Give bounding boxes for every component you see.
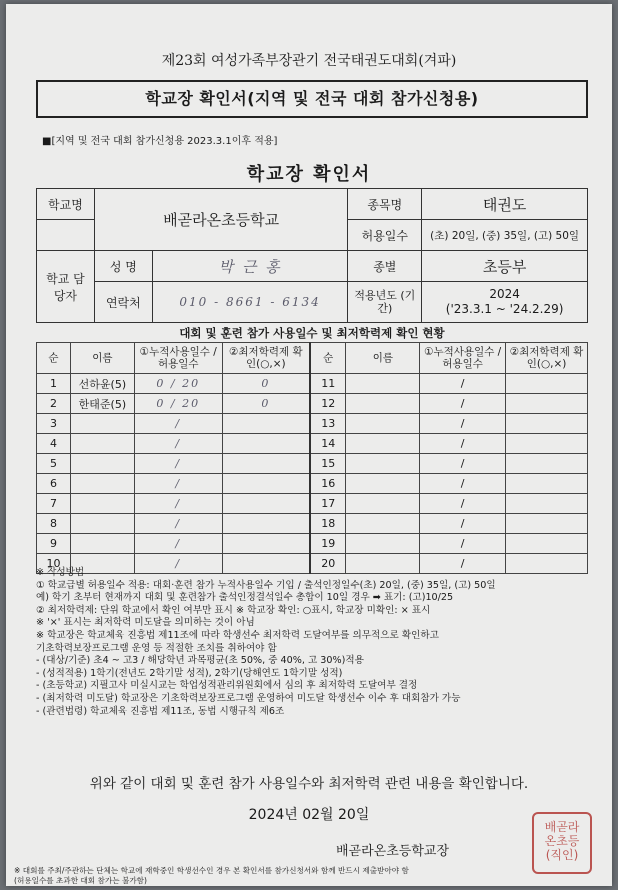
- table-row: [37, 374, 588, 394]
- row-check: [506, 394, 588, 414]
- year-cell: [422, 282, 588, 323]
- instructions: [36, 567, 596, 718]
- row-check: [222, 454, 310, 474]
- row-name: [346, 474, 420, 494]
- document-page: [6, 4, 612, 886]
- row-days: /: [134, 454, 222, 474]
- applicability-note: ■[지역 및 전국 대회 참가신청용 2023.3.1이후 적용]: [42, 136, 278, 147]
- school-label-cont: [37, 220, 95, 251]
- row-name: [70, 534, 134, 554]
- table-row: [37, 434, 588, 454]
- row-no: 15: [310, 454, 346, 474]
- col-no-right: 순: [310, 343, 346, 374]
- event-title: 제23회 여성가족부장관기 전국태권도대회(겨파): [161, 53, 457, 69]
- row-days: /: [134, 494, 222, 514]
- col-no-left: 순: [37, 343, 71, 374]
- row-no: 13: [310, 414, 346, 434]
- row-no: 5: [37, 454, 71, 474]
- participant-list-table: [36, 342, 588, 574]
- row-check: [506, 474, 588, 494]
- form-title: 학교장 확인서: [246, 164, 372, 185]
- row-name: [346, 514, 420, 534]
- row-days: /: [420, 474, 506, 494]
- contact-label: 학교 담당자: [37, 251, 95, 323]
- year-label: 적용년도 (기간): [348, 282, 422, 323]
- row-name: [70, 434, 134, 454]
- row-no: 10: [37, 554, 71, 574]
- row-no: 8: [37, 514, 71, 534]
- row-name: [70, 514, 134, 534]
- instruction-line: - (대상/기준) 초4 ~ 고3 / 해당학년 과목평균(초 50%, 중 40%, 고 30%)적용: [36, 655, 364, 667]
- row-check: 0: [222, 394, 310, 414]
- row-check: 0: [222, 374, 310, 394]
- row-name: [346, 374, 420, 394]
- phone-label: 연락처: [94, 282, 152, 323]
- row-days: /: [134, 554, 222, 574]
- table-row: [37, 494, 588, 514]
- instruction-line: 기초학력보장프로그램 운영 등 적절한 조치를 취하여야 함: [36, 642, 277, 654]
- row-name: [70, 474, 134, 494]
- row-name: [346, 494, 420, 514]
- row-days: /: [420, 374, 506, 394]
- row-no: 1: [37, 374, 71, 394]
- school-value: 배곧라온초등학교: [94, 189, 347, 251]
- row-days: /: [420, 434, 506, 454]
- row-days: /: [134, 514, 222, 534]
- document-title: 학교장 확인서(지역 및 전국 대회 참가신청용): [36, 80, 588, 118]
- row-no: 19: [310, 534, 346, 554]
- list-header-row: [37, 343, 588, 374]
- row-no: 11: [310, 374, 346, 394]
- row-check: [506, 374, 588, 394]
- row-days: /: [134, 414, 222, 434]
- row-name: [70, 494, 134, 514]
- instruction-line: ② 최저학력제: 단위 학교에서 확인 여부만 표시 ※ 학교장 확인: ○표시, 학교장 미확인: × 표시: [36, 604, 431, 616]
- school-info-table: [36, 188, 588, 323]
- table-row: [37, 534, 588, 554]
- col-name-right: 이름: [346, 343, 420, 374]
- row-no: 6: [37, 474, 71, 494]
- row-no: 20: [310, 554, 346, 574]
- row-check: [506, 414, 588, 434]
- instruction-line: ※ '×' 표시는 최저학력 미도달을 의미하는 것이 아님: [36, 617, 255, 629]
- row-days: /: [420, 554, 506, 574]
- table-row: [37, 454, 588, 474]
- row-check: [222, 514, 310, 534]
- row-no: 17: [310, 494, 346, 514]
- confirmation-date: 2024년 02월 20일: [248, 807, 370, 823]
- confirmation-text: 위와 같이 대회 및 훈련 참가 사용일수와 최저학력 관련 내용을 확인합니다.: [89, 776, 529, 792]
- instruction-line: - (성적적용) 1학기(전년도 2학기말 성적), 2학기(당해연도 1학기말 성적): [36, 667, 343, 679]
- row-name: [346, 414, 420, 434]
- row-days: /: [134, 474, 222, 494]
- division-label: 종별: [348, 251, 422, 282]
- row-check: [506, 494, 588, 514]
- row-no: 16: [310, 474, 346, 494]
- row-check: [222, 434, 310, 454]
- table-row: [37, 514, 588, 534]
- table-row: [37, 414, 588, 434]
- section-title: 대회 및 훈련 참가 사용일수 및 최저학력제 확인 현황: [179, 326, 445, 340]
- row-no: 18: [310, 514, 346, 534]
- row-check: [222, 474, 310, 494]
- row-days: /: [420, 414, 506, 434]
- name-value: 박 근 홍: [152, 251, 348, 282]
- instruction-line: ※ 학교장은 학교체육 진흥법 제11조에 따라 학생선수 최저학력 도달여부를 의무적으로 확인하고: [36, 629, 439, 641]
- principal-signature: 배곧라온초등학교장: [336, 844, 450, 859]
- row-no: 12: [310, 394, 346, 414]
- allowed-days-value: (초) 20일, (중) 35일, (고) 50일: [422, 220, 588, 251]
- row-check: [506, 514, 588, 534]
- sport-label: 종목명: [348, 189, 422, 220]
- footer-line: (허용일수를 초과한 대회 참가는 불가함): [14, 876, 147, 885]
- row-name: [70, 414, 134, 434]
- period-value: ('23.3.1 ~ '24.2.29): [445, 302, 564, 316]
- row-no: 3: [37, 414, 71, 434]
- row-check: [506, 434, 588, 454]
- year-value: 2024: [489, 287, 520, 301]
- instruction-line: ① 학교급별 허용일수 적용: 대회·훈련 참가 누적사용일수 기입 / 출석인정일수(초) 20일, (중) 35일, (고) 50일: [36, 579, 496, 591]
- row-name: [346, 534, 420, 554]
- instruction-line: ※ 작성방법: [36, 567, 85, 578]
- row-name: [70, 454, 134, 474]
- row-check: [222, 414, 310, 434]
- instruction-line: - (초등학교) 지필고사 미실시교는 학업성적관리위원회에서 심의 후 최저학력 도달여부 결정: [36, 680, 418, 692]
- row-no: 2: [37, 394, 71, 414]
- row-days: 0 / 20: [134, 394, 222, 414]
- row-no: 7: [37, 494, 71, 514]
- official-seal: 배곧라 온초등 (직인): [532, 812, 592, 874]
- instruction-line: 예) 학기 초부터 현재까지 대회 및 훈련참가 출석인정결석일수 총합이 10일 경우 ➡ 표기: (고)10/25: [36, 592, 454, 604]
- instruction-line: - (관련법령) 학교체육 진흥법 제11조, 동법 시행규칙 제6조: [36, 705, 285, 717]
- table-row: [37, 474, 588, 494]
- row-days: /: [134, 434, 222, 454]
- row-check: [506, 454, 588, 474]
- row-check: [506, 534, 588, 554]
- row-no: 14: [310, 434, 346, 454]
- row-days: /: [420, 394, 506, 414]
- name-label: 성 명: [94, 251, 152, 282]
- phone-value: 010 - 8661 - 6134: [152, 282, 348, 323]
- row-check: [222, 494, 310, 514]
- row-days: /: [420, 534, 506, 554]
- row-check: [222, 534, 310, 554]
- footer-notes: [14, 866, 610, 886]
- col-academic-right: ②최저학력제 확인(○,×): [506, 343, 588, 374]
- row-days: 0 / 20: [134, 374, 222, 394]
- allowed-days-label: 허용일수: [348, 220, 422, 251]
- row-name: [346, 454, 420, 474]
- col-days-left: ①누적사용일수 /허용일수: [134, 343, 222, 374]
- col-name-left: 이름: [70, 343, 134, 374]
- row-name: [346, 434, 420, 454]
- division-value: 초등부: [422, 251, 588, 282]
- row-name: 선하윤(5): [70, 374, 134, 394]
- row-name: 한태준(5): [70, 394, 134, 414]
- sport-value: 태권도: [422, 189, 588, 220]
- instruction-line: - (최저학력 미도달) 학교장은 기초학력보장프로그램 운영하여 미도달 학생선수 이수 후 대회참가 가능: [36, 692, 461, 704]
- row-days: /: [420, 454, 506, 474]
- row-days: /: [420, 514, 506, 534]
- row-days: /: [134, 534, 222, 554]
- school-label: 학교명: [37, 189, 95, 220]
- row-days: /: [420, 494, 506, 514]
- row-no: 4: [37, 434, 71, 454]
- col-days-right: ①누적사용일수 /허용일수: [420, 343, 506, 374]
- row-name: [346, 394, 420, 414]
- col-academic-left: ②최저학력제 확인(○,×): [222, 343, 310, 374]
- table-row: [37, 394, 588, 414]
- row-no: 9: [37, 534, 71, 554]
- footer-line: ※ 대회를 주최/주관하는 단체는 학교에 재학중인 학생선수인 경우 본 확인서를 참가신청서와 함께 반드시 제출받아야 함: [14, 866, 409, 875]
